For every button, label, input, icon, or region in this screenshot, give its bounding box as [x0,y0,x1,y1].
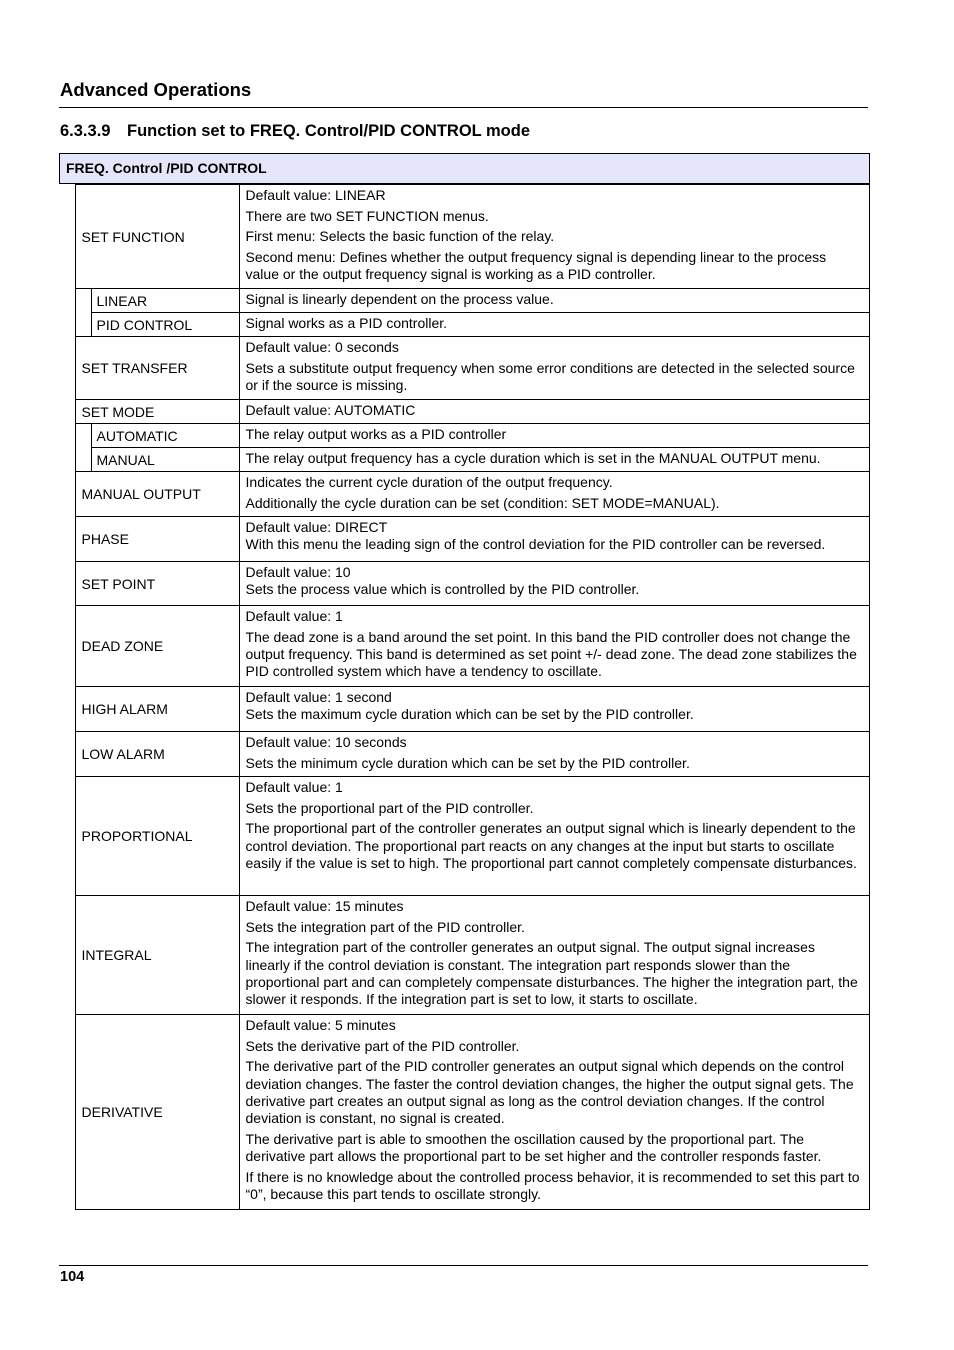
table-row [59,777,870,896]
table-row [59,448,870,472]
submenu-indent [75,424,91,448]
description-paragraph: Default value: LINEAR [245,187,386,203]
table-row [59,400,870,424]
row-gutter [59,896,75,1015]
table-row [59,313,870,337]
menu-item-name: SET POINT [75,562,239,606]
table-row [59,896,870,1015]
page-number: 104 [60,1269,85,1285]
table-row [59,185,870,289]
description-paragraph: There are two SET FUNCTION menus. [245,207,489,224]
description-paragraph: Default value: DIRECT With this menu the leading sign of the control deviation for the PID controller can be reversed. [245,519,826,553]
description-paragraph: Additionally the cycle duration can be set (condition: SET MODE=MANUAL). [245,494,720,511]
section-number: 6.3.3.9 [60,122,111,140]
description-paragraph: First menu: Selects the basic function of the relay. [245,228,555,245]
row-gutter [59,400,75,424]
row-gutter [59,185,75,289]
description-paragraph: The derivative part is able to smoothen the oscillation caused by the proportional part. The derivative part allows the proportional part to be set higher and the controller responds faster. [245,1130,822,1165]
row-gutter [59,337,75,400]
section-title-text: Function set to FREQ. Control/PID CONTROL mode [127,122,531,140]
menu-item-description [239,400,869,424]
submenu-indent [75,448,91,472]
description-paragraph: Default value: 1 [245,779,343,795]
row-gutter [59,606,75,687]
table-row [59,562,870,606]
description-paragraph: Sets the proportional part of the PID controller. [245,799,534,816]
row-gutter [59,313,75,337]
menu-item-description [239,517,869,562]
description-paragraph: Default value: 10 seconds [245,734,407,750]
row-gutter [59,562,75,606]
menu-item-description [239,896,869,1015]
table-row [59,1015,870,1210]
row-gutter [59,289,75,313]
menu-table-body [59,184,870,1210]
menu-item-name: DEAD ZONE [75,606,239,687]
menu-item-name: INTEGRAL [75,896,239,1015]
menu-item-name: AUTOMATIC [91,424,239,448]
menu-item-description [239,313,869,337]
row-gutter [59,517,75,562]
row-gutter [59,472,75,517]
description-paragraph: The relay output frequency has a cycle duration which is set in the MANUAL OUTPUT menu. [245,450,821,466]
menu-item-name: SET MODE [75,400,239,424]
menu-item-description [239,606,869,687]
menu-item-description [239,337,869,400]
menu-item-name: LOW ALARM [75,732,239,777]
menu-item-description [239,424,869,448]
section-heading [60,122,530,141]
menu-item-description [239,562,869,606]
table-row [59,606,870,687]
description-paragraph: Default value: AUTOMATIC [245,402,416,418]
table-row [59,472,870,517]
description-paragraph: Default value: 15 minutes [245,898,404,914]
menu-item-description [239,472,869,517]
table-heading: FREQ. Control /PID CONTROL [59,153,870,184]
menu-item-name: SET TRANSFER [75,337,239,400]
menu-item-description [239,448,869,472]
description-paragraph: Signal is linearly dependent on the process value. [245,291,554,307]
description-paragraph: Default value: 5 minutes [245,1017,396,1033]
table-row [59,517,870,562]
description-paragraph: Default value: 10 Sets the process value which is controlled by the PID controller. [245,564,640,598]
menu-item-name: MANUAL [91,448,239,472]
description-paragraph: Sets the minimum cycle duration which can be set by the PID controller. [245,754,690,771]
description-paragraph: The integration part of the controller generates an output signal. The output signal increases linearly if the control deviation is constant. The integration part responds slower than the proportional part and can completely compensate disturbances. The higher the integration part, the slower it responds. If the integration part is set to low, it starts to oscillate. [245,939,858,1008]
menu-item-name: SET FUNCTION [75,185,239,289]
menu-item-name: PHASE [75,517,239,562]
row-gutter [59,732,75,777]
page-header-title: Advanced Operations [60,79,252,100]
menu-item-name: LINEAR [91,289,239,313]
description-paragraph: The derivative part of the PID controller generates an output signal which depends on the control deviation changes. The faster the control deviation changes, the higher the output signal gets. The derivative part creates an output signal as long as the control deviation changes. If the control deviation is constant, no signal is created. [245,1058,854,1127]
menu-item-name: PID CONTROL [91,313,239,337]
menu-item-name: PROPORTIONAL [75,777,239,896]
menu-item-description [239,289,869,313]
description-paragraph: Sets a substitute output frequency when some error conditions are detected in the selected source or if the source is missing. [245,359,855,393]
row-gutter [59,424,75,448]
description-paragraph: The dead zone is a band around the set point. In this band the PID controller does not change the output frequency. This band is determined as set point +/- dead zone. The dead zone stabilizes the PID controlled system which have a tendency to oscillate. [245,628,857,680]
description-paragraph: Indicates the current cycle duration of the output frequency. [245,474,613,490]
description-paragraph: The proportional part of the controller generates an output signal which is linearly dependent to the control deviation. The proportional part reacts on any changes at the input but starts to oscillate easily if the value is set to high. The proportional part cannot completely compensate disturbances. [245,820,857,871]
menu-table [59,153,870,1210]
description-paragraph: Sets the integration part of the PID controller. [245,918,525,935]
description-paragraph: Default value: 1 second Sets the maximum cycle duration which can be set by the PID controller. [245,689,694,723]
submenu-indent [75,289,91,313]
table-row [59,687,870,732]
row-gutter [59,1015,75,1210]
description-paragraph: Default value: 0 seconds [245,339,399,355]
menu-item-description [239,777,869,896]
submenu-indent [75,313,91,337]
table-row [59,337,870,400]
menu-item-description [239,185,869,289]
description-paragraph: The relay output works as a PID controller [245,426,507,442]
description-paragraph: Second menu: Defines whether the output frequency signal is depending linear to the process value or the output frequency signal is working as a PID controller. [245,249,827,283]
description-paragraph: If there is no knowledge about the controlled process behavior, it is recommended to set this part to “0”, because this part tends to oscillate strongly. [245,1168,860,1203]
menu-item-name: DERIVATIVE [75,1015,239,1210]
row-gutter [59,448,75,472]
description-paragraph: Sets the derivative part of the PID controller. [245,1037,520,1054]
menu-item-description [239,687,869,732]
menu-item-description [239,1015,869,1210]
description-paragraph: Default value: 1 [245,608,343,624]
row-gutter [59,777,75,896]
table-row [59,424,870,448]
menu-item-description [239,732,869,777]
menu-item-name: HIGH ALARM [75,687,239,732]
table-row [59,289,870,313]
header-divider [59,107,868,108]
footer-divider [59,1265,868,1266]
description-paragraph: Signal works as a PID controller. [245,315,448,331]
row-gutter [59,687,75,732]
table-row [59,732,870,777]
menu-item-name: MANUAL OUTPUT [75,472,239,517]
